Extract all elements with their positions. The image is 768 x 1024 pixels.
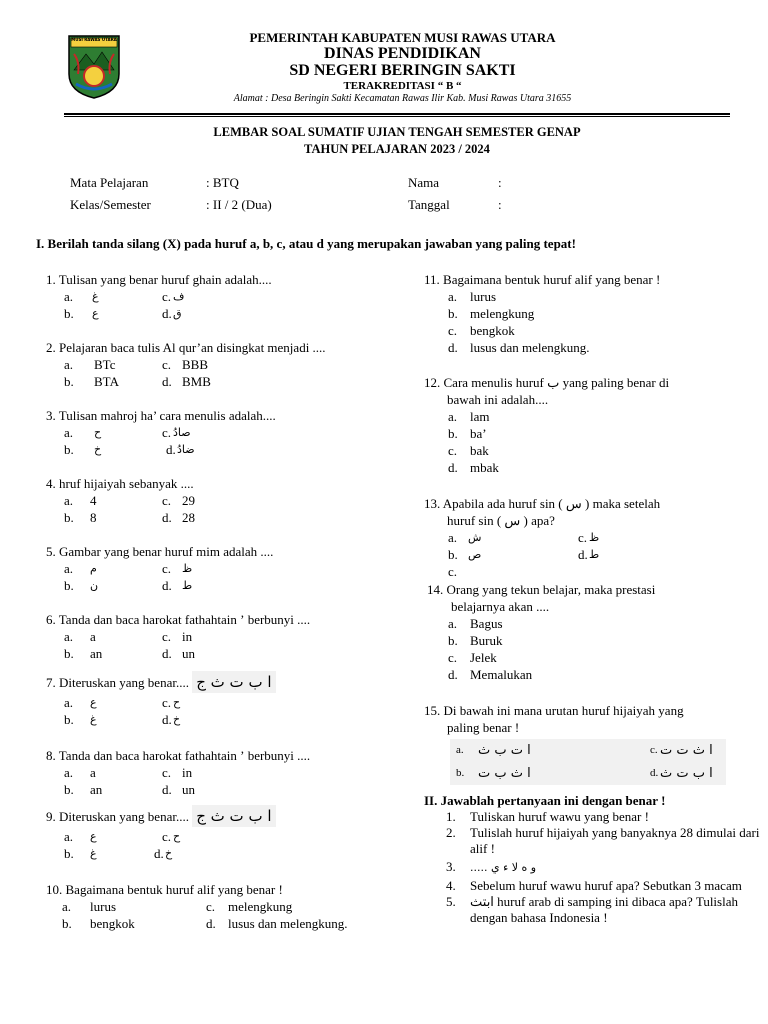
option-c[interactable]: bak (470, 443, 489, 458)
label-class: Kelas/Semester (70, 197, 151, 212)
option-a[interactable]: Bagus (470, 616, 503, 631)
option-b[interactable]: BTA (94, 374, 119, 389)
arabic-sequence: ا ب ت ث ج (192, 671, 275, 693)
question-6: 6. Tanda dan baca harokat fathahtain ʼ berbunyi .... a. a c. in b. an d. un (46, 612, 311, 661)
question-8: 8. Tanda dan baca harokat fathahtain ʼ berbunyi .... a. a c. in b. an d. un (46, 748, 311, 797)
essay-2: 2. Tulislah huruf hijaiyah yang banyaknya 28 dimulai dari alif ! (446, 825, 760, 856)
option-c[interactable]: ا ث ت ت (660, 743, 713, 758)
label-subject: Mata Pelajaran (70, 175, 149, 190)
essay-5: 5. ابتث huruf arab di samping ini dibaca apa? Tulislah dengan bahasa Indonesia ! (446, 894, 738, 925)
option-a[interactable]: ع (90, 696, 97, 709)
option-a[interactable]: ش (468, 531, 482, 544)
essay-3: 3. ..... و ه لا ء ي (446, 859, 537, 874)
option-a[interactable]: a (90, 765, 96, 780)
option-a[interactable]: م (90, 562, 97, 575)
essay-questions (446, 809, 762, 926)
option-d[interactable]: BMB (182, 374, 211, 389)
option-a[interactable]: غ (92, 290, 99, 303)
option-extra[interactable]: c. (448, 564, 458, 579)
name-field[interactable]: : (498, 175, 502, 190)
option-c[interactable]: in (182, 629, 193, 644)
question-10: 10. Bagaimana bentuk huruf alif yang benar ! a. lurus c. melengkung b. bengkok d. lusus dan melengkung. (46, 882, 348, 931)
option-d[interactable]: lusus dan melengkung. (228, 916, 348, 931)
option-b[interactable]: غ (90, 713, 97, 726)
option-c[interactable]: melengkung (228, 899, 293, 914)
option-b[interactable]: ص (468, 548, 482, 561)
option-b[interactable]: غ (90, 847, 97, 860)
question-15: 15. Di bawah ini mana urutan huruf hijaiyah yang paling benar ! a. ا ت ب ث c. ا ث ت ت b. ا ث ب ت d. ا ب ت ث (424, 702, 744, 785)
option-d[interactable]: ط (182, 579, 193, 592)
option-b[interactable]: melengkung (470, 306, 535, 321)
option-c[interactable]: ظ (589, 531, 600, 544)
option-a[interactable]: BTc (94, 357, 116, 372)
option-d[interactable]: lusus dan melengkung. (470, 340, 590, 355)
option-d[interactable]: ا ب ت ث (660, 766, 713, 781)
school-emblem-icon (66, 34, 122, 100)
label-name: Nama (408, 175, 440, 190)
question-9: 9. Diteruskan yang benar.... ا ب ت ث ج a. ع c. ح b. غ d. خ (46, 805, 406, 881)
label-date: Tanggal (408, 197, 450, 212)
question-13: 13. Apabila ada huruf sin ( س ) maka setelah huruf sin ( س ) apa? a. ش c. ظ b. ص d. ط c. (424, 496, 661, 579)
option-d[interactable]: Memalukan (470, 667, 533, 682)
option-c[interactable]: bengkok (470, 323, 515, 338)
option-a[interactable]: lam (470, 409, 490, 424)
option-d[interactable]: ط (589, 548, 600, 561)
header-school: SD NEGERI BERINGIN SAKTI (289, 62, 516, 79)
right-question-column (424, 271, 744, 785)
question-5: 5. Gambar yang benar huruf mim adalah .... a. م c. ظ b. ن d. ط (46, 544, 274, 593)
date-field[interactable]: : (498, 197, 502, 212)
letterhead (150, 30, 655, 105)
option-c[interactable]: ف (173, 290, 185, 303)
question-14: 14. Orang yang tekun belajar, maka prestasi belajarnya akan .... a. Bagus b. Buruk c. Jelek d. Memalukan (427, 582, 656, 682)
option-a[interactable]: ا ت ب ث (478, 743, 531, 758)
arabic-sequence: ا ب ت ث ج (192, 805, 275, 827)
option-c[interactable]: ح (173, 696, 181, 709)
option-a[interactable]: ح (94, 426, 102, 439)
option-c[interactable]: in (182, 765, 193, 780)
question-7: 7. Diteruskan yang benar.... ا ب ت ث ج a. ع c. ح b. غ d. خ (46, 671, 406, 747)
question-12: 12. Cara menulis huruf ب yang paling benar di bawah ini adalah.... a. lam b. baʼ c. bak d. mbak (424, 375, 670, 475)
value-subject: : BTQ (206, 175, 239, 190)
option-c[interactable]: BBB (182, 357, 209, 372)
question-2: 2. Pelajaran baca tulis Al qur’an disingkat menjadi .... a. BTc c. BBB b. BTA d. BMB (46, 340, 326, 389)
option-a[interactable]: ع (90, 830, 97, 843)
option-a[interactable]: 4 (90, 493, 97, 508)
question-3: 3. Tulisan mahroj ha’ cara menulis adalah.... a. ح c. صادُ b. خ d. ضادُ (46, 408, 276, 457)
option-b[interactable]: an (90, 782, 103, 797)
option-d[interactable]: ق (173, 307, 182, 320)
option-c[interactable]: 29 (182, 493, 195, 508)
option-b[interactable]: ع (92, 307, 99, 320)
option-b[interactable]: خ (94, 443, 102, 456)
question-4: 4. hruf hijaiyah sebanyak .... a. 4 c. 29 b. 8 d. 28 (46, 476, 195, 525)
option-d[interactable]: ضادُ (177, 443, 195, 456)
option-b[interactable]: ا ث ب ت (478, 766, 531, 781)
option-c[interactable]: ح (173, 830, 181, 843)
header-government: PEMERINTAH KABUPATEN MUSI RAWAS UTARA (249, 30, 556, 45)
essay-4: 4. Sebelum huruf wawu huruf apa? Sebutkan 3 macam (446, 878, 742, 893)
question-11: 11. Bagaimana bentuk huruf alif yang benar ! a. lurus b. melengkung c. bengkok d. lusus dan melengkung. (424, 272, 661, 355)
header-agency: DINAS PENDIDIKAN (324, 45, 481, 62)
question-1: 1. Tulisan yang benar huruf ghain adalah.... a. غ c. ف b. ع d. ق (46, 272, 272, 321)
section-2-instruction: II. Jawablah pertanyaan ini dengan benar ! (424, 793, 666, 808)
logo-text: MUSI RAWAS UTARA (71, 37, 117, 42)
option-d[interactable]: un (182, 782, 195, 797)
option-b[interactable]: bengkok (90, 916, 135, 931)
option-d[interactable]: خ (165, 847, 173, 860)
option-d[interactable]: un (182, 646, 195, 661)
option-a[interactable]: lurus (90, 899, 116, 914)
essay-1: 1. Tuliskan huruf wawu yang benar ! (446, 809, 649, 824)
header-accreditation: TERAKREDITASI “ B “ (343, 80, 462, 92)
left-question-column (46, 271, 406, 939)
option-a[interactable]: lurus (470, 289, 496, 304)
option-c[interactable]: صادُ (173, 426, 191, 439)
option-b[interactable]: baʼ (470, 426, 487, 441)
option-d[interactable]: 28 (182, 510, 195, 525)
option-d[interactable]: خ (173, 713, 181, 726)
option-c[interactable]: ظ (182, 562, 193, 575)
header-rule-thick (64, 113, 730, 115)
exam-title: LEMBAR SOAL SUMATIF UJIAN TENGAH SEMESTER GENAP TAHUN PELAJARAN 2023 / 2024 (213, 125, 581, 156)
header-rule-thin (64, 116, 730, 117)
option-b[interactable]: Buruk (470, 633, 503, 648)
header-address: Alamat : Desa Beringin Sakti Kecamatan Rawas Ilir Kab. Musi Rawas Utara 31655 (233, 93, 572, 104)
option-b[interactable]: 8 (90, 510, 97, 525)
section-1-instruction: I. Berilah tanda silang (X) pada huruf a, b, c, atau d yang merupakan jawaban yang paling tepat! (36, 236, 576, 251)
value-class: : II / 2 (Dua) (206, 197, 272, 212)
option-d[interactable]: mbak (470, 460, 499, 475)
option-b[interactable]: an (90, 646, 103, 661)
option-c[interactable]: Jelek (470, 650, 497, 665)
option-b[interactable]: ن (90, 579, 99, 592)
option-a[interactable]: a (90, 629, 96, 644)
